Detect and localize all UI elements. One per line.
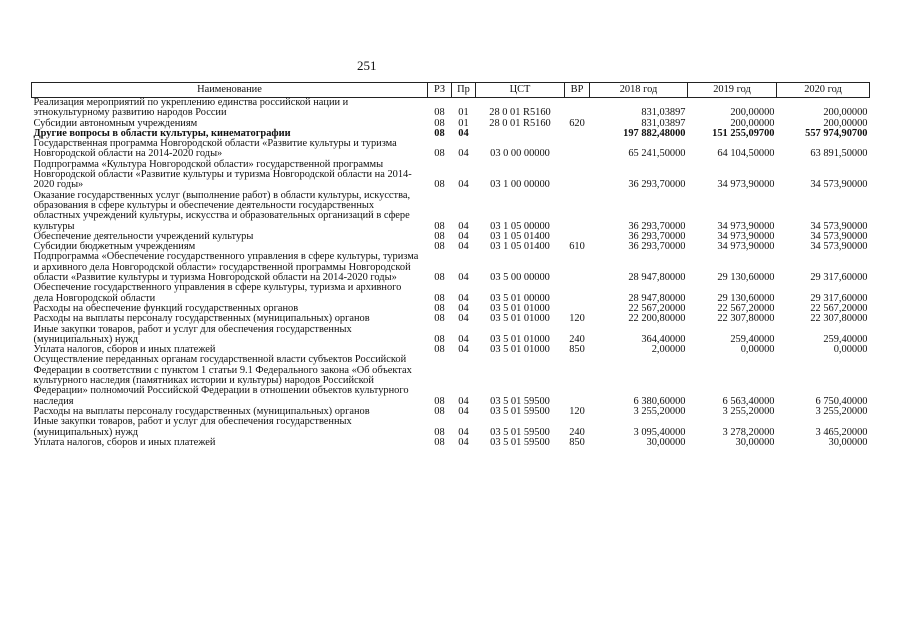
row-2020-value: 29 317,60000 [810, 272, 868, 284]
row-name: Расходы на обеспечение функций государственных органов [33, 302, 299, 314]
row-name: Субсидии автономным учреждениям [33, 117, 198, 129]
row-2019-value: 151 255,09700 [712, 127, 775, 139]
row-2019-value: 0,00000 [740, 344, 775, 356]
row-name: Иные закупки товаров, работ и услуг для обеспечения государственных (муниципальных) нужд [33, 323, 352, 345]
row-rz: 08 [434, 148, 445, 160]
header-2018: 2018 год [590, 83, 688, 98]
row-name: Осуществление переданных органам государственной власти субъектов Российской Федерации в соответствии с пунктом 1 статьи 9.1 Федерального закона «Об объектах культурного наследия (памятниках истории и культуры) народов Российской Федерации» полномочий Российской Федерации в отношении объектов культурного наследия [33, 354, 412, 407]
row-vr: 850 [569, 436, 585, 448]
row-rz: 08 [434, 395, 445, 407]
row-cst: 03 5 01 59500 [490, 395, 550, 407]
row-vr [565, 191, 590, 232]
row-name: Уплата налогов, сборов и иных платежей [33, 344, 216, 356]
row-name: Государственная программа Новгородской области «Развитие культуры и туризма Новгородской области на 2014-2020 годы» [33, 138, 397, 160]
table-body [32, 98, 870, 449]
row-2018-value: 6 380,60000 [633, 395, 686, 407]
row-2019-value: 30,00000 [735, 436, 775, 448]
table-row [32, 438, 870, 448]
row-pr: 04 [458, 127, 469, 139]
row-name: Расходы на выплаты персоналу государственных (муниципальных) органов [33, 405, 370, 417]
header-name: Наименование [32, 83, 428, 98]
row-2018-value: 28 947,80000 [628, 292, 686, 304]
row-cst: 03 0 00 00000 [490, 148, 550, 160]
row-vr [565, 283, 590, 304]
row-2019-value: 29 130,60000 [717, 272, 775, 284]
row-cst: 03 1 05 01400 [490, 241, 550, 253]
row-2019-value: 34 973,90000 [717, 220, 775, 232]
budget-table [31, 82, 870, 448]
row-2018-value: 22 567,20000 [628, 302, 686, 314]
row-2019-value: 34 973,90000 [717, 230, 775, 242]
row-name: Обеспечение государственного управления в сфере культуры, туризма и архивного дела Новгородской области [33, 282, 402, 304]
row-2020-value: 34 573,90000 [810, 230, 868, 242]
row-2020-value: 34 573,90000 [810, 179, 868, 191]
row-2018-value: 36 293,70000 [628, 179, 686, 191]
row-rz: 08 [434, 220, 445, 232]
header-2020: 2020 год [777, 83, 870, 98]
row-cst: 03 1 05 00000 [490, 220, 550, 232]
row-name: Подпрограмма «Культура Новгородской области» государственной программы Новгородской области «Развитие культуры и туризма Новгородской области на 2014-2020 годы» [33, 158, 412, 191]
row-vr: 240 [569, 426, 585, 438]
row-2019-value: 3 278,20000 [722, 426, 775, 438]
row-cst: 03 5 00 00000 [490, 272, 550, 284]
row-2018-value: 30,00000 [646, 436, 686, 448]
row-2020-value: 34 573,90000 [810, 220, 868, 232]
row-cst: 03 5 01 59500 [490, 426, 550, 438]
row-pr: 04 [458, 395, 469, 407]
row-pr: 04 [458, 272, 469, 284]
row-pr: 04 [458, 436, 469, 448]
row-2019-value: 22 567,20000 [717, 302, 775, 314]
row-2020-value: 557 974,90700 [805, 127, 868, 139]
row-pr: 04 [458, 344, 469, 356]
row-rz: 08 [434, 107, 445, 119]
row-2018-value: 364,40000 [641, 333, 686, 345]
row-rz: 08 [434, 302, 445, 314]
row-2020-value: 0,00000 [833, 344, 868, 356]
header-vr: ВР [565, 83, 590, 98]
row-2020-value: 3 465,20000 [815, 426, 868, 438]
row-cst: 03 5 01 01000 [490, 344, 550, 356]
row-2018-value: 831,03897 [641, 107, 686, 119]
row-pr: 04 [458, 220, 469, 232]
row-vr: 610 [569, 241, 585, 253]
row-rz: 08 [434, 230, 445, 242]
row-rz: 08 [434, 292, 445, 304]
row-pr: 01 [458, 107, 469, 119]
row-2018-value: 65 241,50000 [628, 148, 686, 160]
row-cst: 03 5 01 59500 [490, 436, 550, 448]
row-vr [565, 98, 590, 119]
row-cst: 03 5 01 01000 [490, 333, 550, 345]
row-2018-value: 36 293,70000 [628, 230, 686, 242]
row-cst: 03 5 01 00000 [490, 292, 550, 304]
row-cst: 28 0 01 R5160 [489, 107, 551, 119]
row-pr: 04 [458, 426, 469, 438]
header-rz: РЗ [428, 83, 452, 98]
row-pr: 01 [458, 117, 469, 129]
row-rz: 08 [434, 272, 445, 284]
row-2018-value: 28 947,80000 [628, 272, 686, 284]
row-rz: 08 [434, 127, 445, 139]
row-2020-value: 200,00000 [823, 107, 868, 119]
row-vr: 240 [569, 333, 585, 345]
table-row [32, 252, 870, 283]
table-row [32, 355, 870, 406]
row-vr [565, 160, 590, 191]
row-pr: 04 [458, 230, 469, 242]
row-name: Обеспечение деятельности учреждений культуры [33, 230, 254, 242]
row-rz: 08 [434, 436, 445, 448]
row-2020-value: 63 891,50000 [810, 148, 868, 160]
row-vr [565, 129, 590, 139]
row-rz: 08 [434, 117, 445, 129]
table-row [32, 325, 870, 346]
row-2019-value: 29 130,60000 [717, 292, 775, 304]
row-pr: 04 [458, 405, 469, 417]
row-2019-value: 22 307,80000 [717, 313, 775, 325]
row-cst: 03 1 05 01400 [490, 230, 550, 242]
row-rz: 08 [434, 241, 445, 253]
row-name: Субсидии бюджетным учреждениям [33, 241, 196, 253]
row-2020-value: 3 255,20000 [815, 405, 868, 417]
row-2020-value: 34 573,90000 [810, 241, 868, 253]
table-row [32, 191, 870, 232]
row-pr: 04 [458, 241, 469, 253]
row-rz: 08 [434, 344, 445, 356]
row-2018-value: 2,00000 [651, 344, 686, 356]
row-2018-value: 3 255,20000 [633, 405, 686, 417]
row-vr [565, 252, 590, 283]
row-rz: 08 [434, 313, 445, 325]
row-cst: 03 1 00 00000 [490, 179, 550, 191]
row-2020-value: 200,00000 [823, 117, 868, 129]
row-vr: 120 [569, 405, 585, 417]
row-2018-value: 197 882,48000 [623, 127, 686, 139]
row-cst: 03 5 01 59500 [490, 405, 550, 417]
row-2019-value: 3 255,20000 [722, 405, 775, 417]
row-name: Расходы на выплаты персоналу государственных (муниципальных) органов [33, 313, 370, 325]
row-2019-value: 6 563,40000 [722, 395, 775, 407]
row-2020-value: 22 567,20000 [810, 302, 868, 314]
table-row [32, 98, 870, 119]
row-vr [565, 355, 590, 406]
row-2018-value: 831,03897 [641, 117, 686, 129]
row-2020-value: 22 307,80000 [810, 313, 868, 325]
row-rz: 08 [434, 426, 445, 438]
table-row [32, 417, 870, 438]
row-cst: 03 5 01 01000 [490, 302, 550, 314]
row-pr: 04 [458, 292, 469, 304]
row-2019-value: 200,00000 [730, 117, 775, 129]
row-name: Подпрограмма «Обеспечение государственного управления в сфере культуры, туризма и архивного дела Новгородской области» государственной программы Новгородской области «Развитие культуры и туризма Новгородской области на 2014-2020 годы» [33, 251, 419, 284]
row-2019-value: 34 973,90000 [717, 179, 775, 191]
table-row [32, 314, 870, 324]
row-vr: 120 [569, 313, 585, 325]
row-2018-value: 36 293,70000 [628, 220, 686, 232]
row-pr: 04 [458, 333, 469, 345]
row-pr: 04 [458, 148, 469, 160]
row-cst: 03 5 01 01000 [490, 313, 550, 325]
header-row [32, 83, 870, 98]
table-row [32, 283, 870, 304]
table-row [32, 160, 870, 191]
row-2019-value: 259,40000 [730, 333, 775, 345]
row-vr: 620 [569, 117, 585, 129]
row-vr: 850 [569, 344, 585, 356]
row-name: Иные закупки товаров, работ и услуг для обеспечения государственных (муниципальных) нужд [33, 416, 352, 438]
row-pr: 04 [458, 179, 469, 191]
row-2020-value: 6 750,40000 [815, 395, 868, 407]
row-name: Оказание государственных услуг (выполнение работ) в области культуры, искусства, образования в сфере культуры и обеспечение деятельности государственных областных учреждений культуры, искусства и образовательных организаций в сфере культуры [33, 189, 411, 232]
row-2019-value: 64 104,50000 [717, 148, 775, 160]
row-2019-value: 200,00000 [730, 107, 775, 119]
table-row [32, 139, 870, 160]
row-rz: 08 [434, 405, 445, 417]
row-rz: 08 [434, 179, 445, 191]
row-2020-value: 30,00000 [828, 436, 868, 448]
row-name: Реализация мероприятий по укреплению единства российской нации и этнокультурному развитию народов России [33, 97, 349, 119]
row-pr: 04 [458, 313, 469, 325]
row-name: Другие вопросы в области культуры, кинематографии [33, 127, 291, 139]
row-pr: 04 [458, 302, 469, 314]
row-cst: 28 0 01 R5160 [489, 117, 551, 129]
row-2020-value: 29 317,60000 [810, 292, 868, 304]
row-2018-value: 36 293,70000 [628, 241, 686, 253]
row-cst [476, 129, 565, 139]
header-pr: Пр [452, 83, 476, 98]
row-vr [565, 139, 590, 160]
header-2019: 2019 год [688, 83, 777, 98]
row-2018-value: 22 200,80000 [628, 313, 686, 325]
row-2020-value: 259,40000 [823, 333, 868, 345]
row-name: Уплата налогов, сборов и иных платежей [33, 436, 216, 448]
row-2019-value: 34 973,90000 [717, 241, 775, 253]
row-2018-value: 3 095,40000 [633, 426, 686, 438]
header-cst: ЦСТ [476, 83, 565, 98]
page-number: 251 [357, 58, 377, 73]
row-rz: 08 [434, 333, 445, 345]
